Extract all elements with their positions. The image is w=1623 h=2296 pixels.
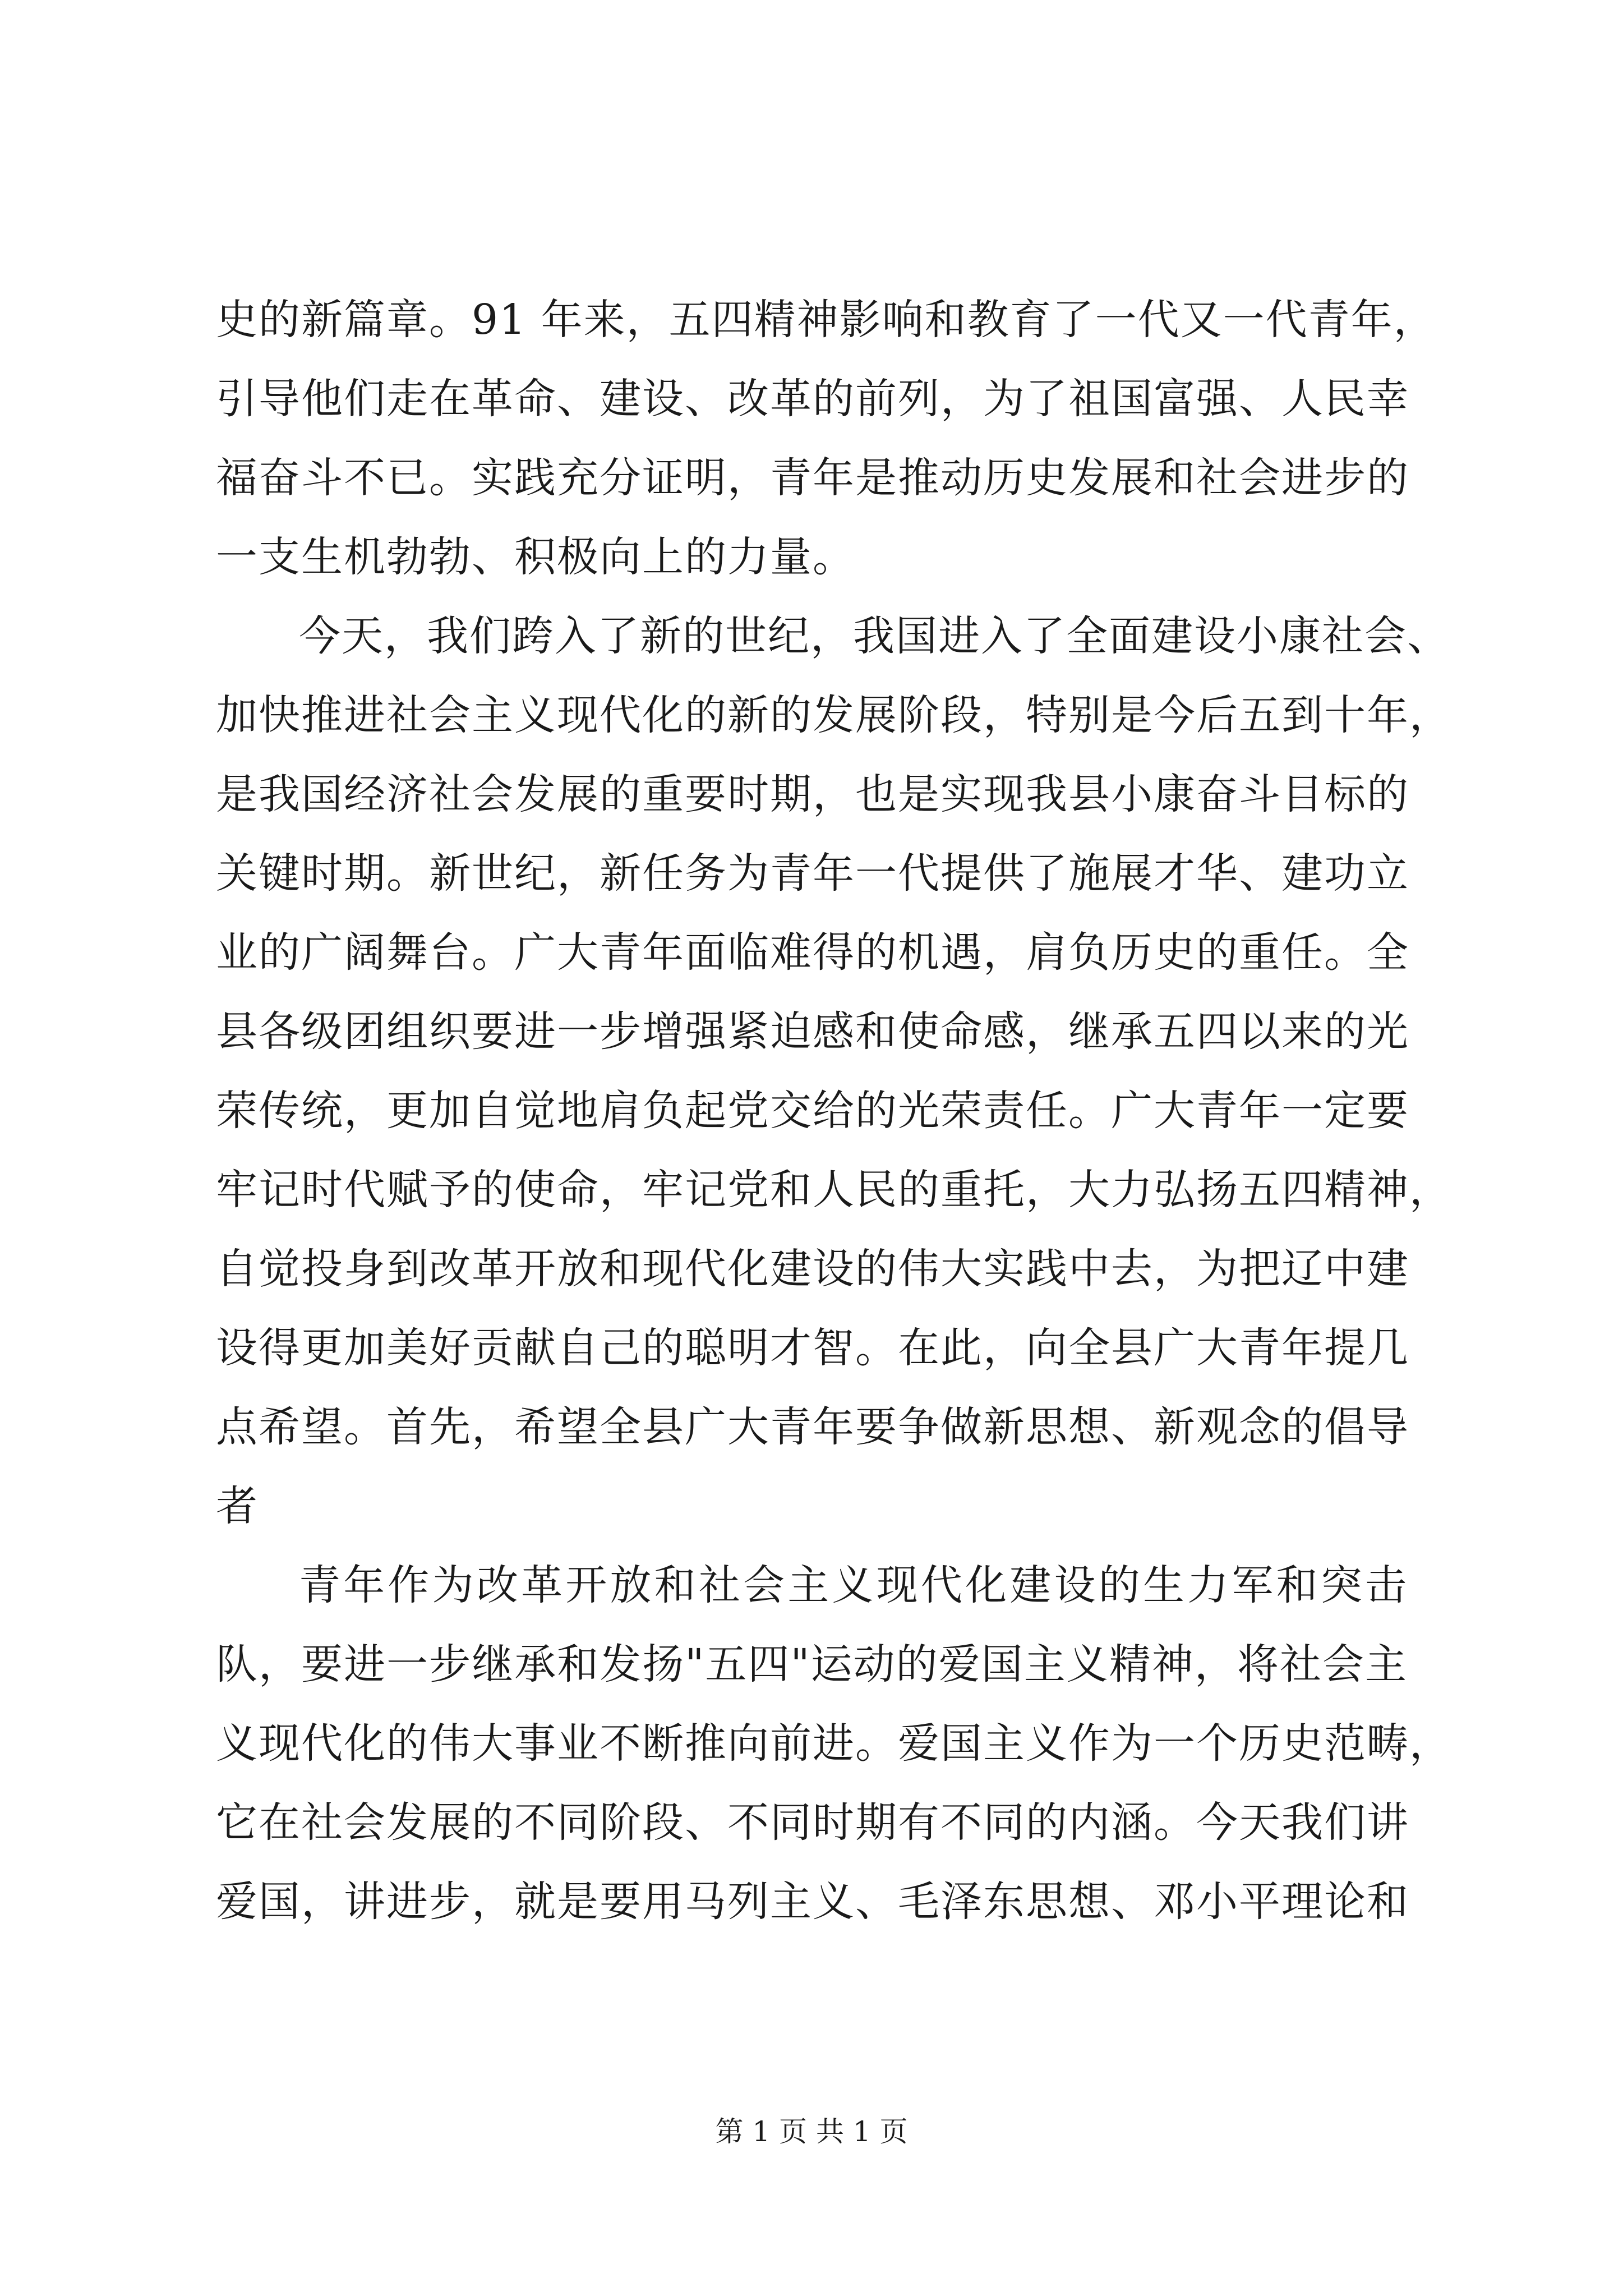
text-line: 史的新篇章。91 年来，五四精神影响和教育了一代又一代青年， [216, 296, 1436, 344]
body-text [216, 280, 1452, 1941]
text-line: 引导他们走在革命、建设、改革的前列，为了祖国富强、人民幸 [216, 375, 1409, 423]
text-line: 业的广阔舞台。广大青年面临难得的机遇，肩负历史的重任。全 [216, 928, 1409, 977]
text-line: 加快推进社会主义现代化的新的发展阶段，特别是今后五到十年， [216, 691, 1452, 739]
text-line: 设得更加美好贡献自己的聪明才智。在此，向全县广大青年提几 [216, 1324, 1409, 1372]
text-line: 自觉投身到改革开放和现代化建设的伟大实践中去，为把辽中建 [216, 1245, 1409, 1293]
text-line: 青年作为改革开放和社会主义现代化建设的生力军和突击 [299, 1561, 1408, 1609]
text-line: 它在社会发展的不同阶段、不同时期有不同的内涵。今天我们讲 [216, 1798, 1409, 1847]
text-line: 一支生机勃勃、积极向上的力量。 [216, 533, 855, 581]
text-line: 县各级团组织要进一步增强紧迫感和使命感，继承五四以来的光 [216, 1007, 1409, 1056]
text-line: 牢记时代赋予的使命，牢记党和人民的重托，大力弘扬五四精神， [216, 1166, 1452, 1214]
text-line: 爱国，讲进步，就是要用马列主义、毛泽东思想、邓小平理论和 [216, 1878, 1409, 1926]
page-number-label: 第 1 页 共 1 页 [715, 2115, 908, 2148]
text-line: 义现代化的伟大事业不断推向前进。爱国主义作为一个历史范畴， [216, 1719, 1452, 1768]
text-line: 队，要进一步继承和发扬"五四"运动的爱国主义精神，将社会主 [216, 1640, 1408, 1688]
text-line: 点希望。首先，希望全县广大青年要争做新思想、新观念的倡导 [216, 1403, 1409, 1451]
text-line: 今天，我们跨入了新的世纪，我国进入了全面建设小康社会、 [299, 612, 1450, 660]
text-line: 是我国经济社会发展的重要时期，也是实现我县小康奋斗目标的 [216, 770, 1409, 818]
page-footer [0, 2109, 1623, 2150]
text-line: 关键时期。新世纪，新任务为青年一代提供了施展才华、建功立 [216, 849, 1409, 898]
text-line: 荣传统，更加自觉地肩负起党交给的光荣责任。广大青年一定要 [216, 1087, 1409, 1135]
text-line: 者 [216, 1482, 259, 1530]
text-line: 福奋斗不已。实践充分证明，青年是推动历史发展和社会进步的 [216, 454, 1409, 502]
